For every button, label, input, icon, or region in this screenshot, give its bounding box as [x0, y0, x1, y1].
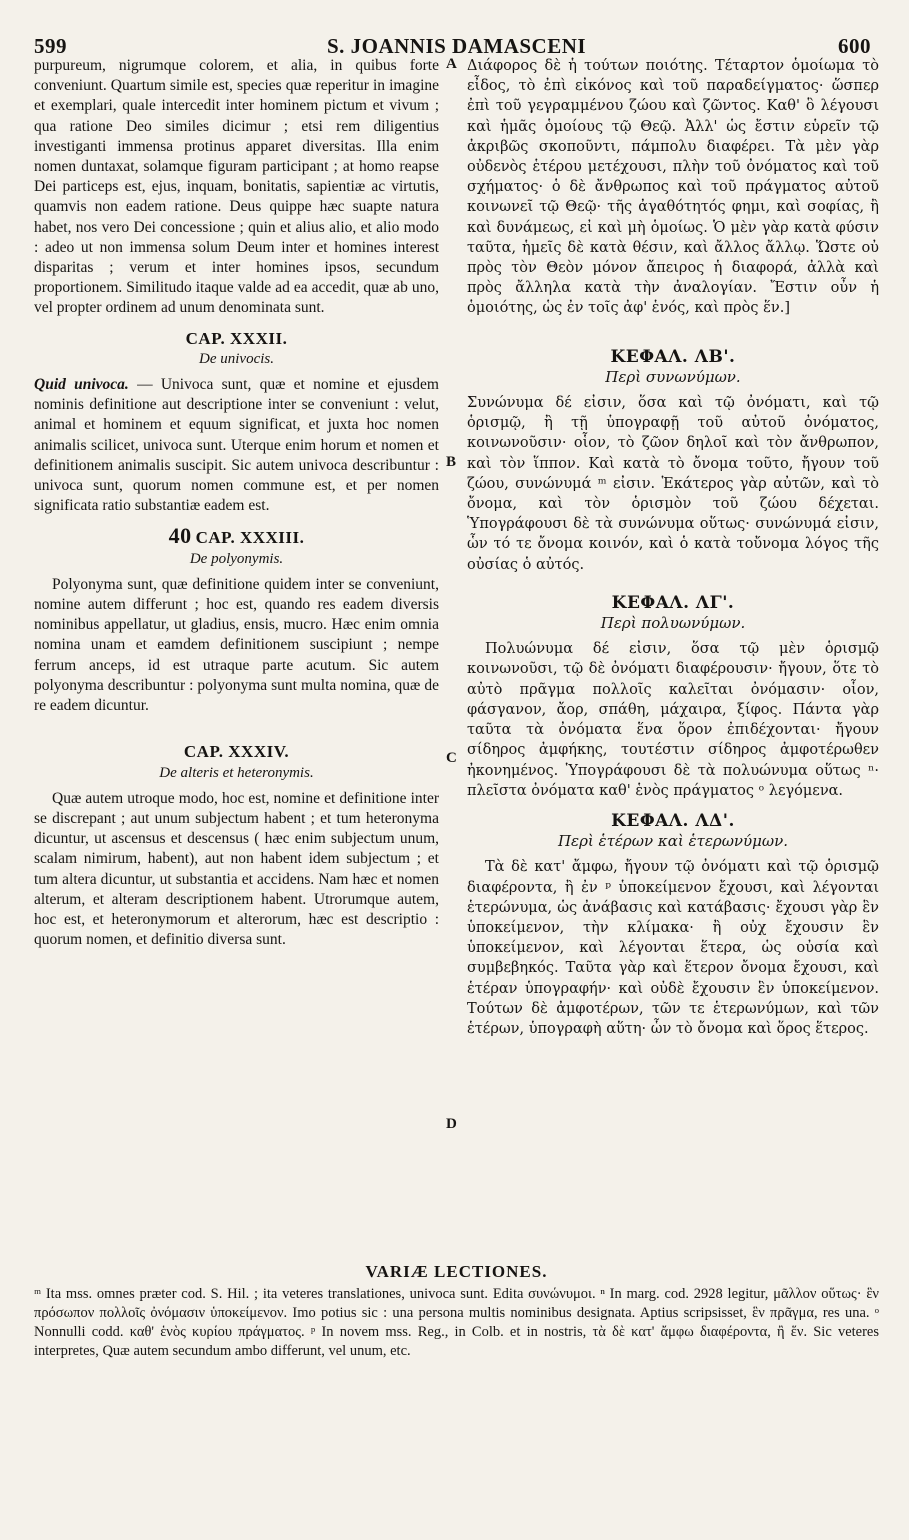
greek-chapter-33-subtitle: Περὶ πολυωνύμων. [600, 614, 746, 633]
latin-chapter-33-title: CAP. XXXIII. [195, 528, 305, 548]
latin-side-note: Quid univoca. [34, 376, 129, 394]
greek-chapter-32-subtitle: Περὶ συνωνύμων. [605, 367, 741, 386]
latin-chapter-34-title: CAP. XXXIV. [183, 742, 290, 762]
greek-chapter-33-title: ΚΕΦΑΛ. ΛΓ'. [611, 592, 735, 613]
greek-chapter-34-text: Τὰ δὲ κατ' ἄμφω, ἤγουν τῷ ὀνόματι καὶ τῷ ὁρισμῷ διαφέροντα, ἢ ἐν ᵖ ὑποκείμενον ἔχουσι, καὶ λέγονται ἑτερώνυμα, ὡς ἀνάβασις καὶ κατάβασις· ἔχουσι γὰρ ἓν ὑποκείμενον, τὴν κλίμακα· ἢ οὐχ ἔχουσιν ἓν ὑποκείμενον, καὶ λέγονται ἕτερα, ὡς οὐσία καὶ συμβεβηκός. Ταῦτα γὰρ καὶ ἕτερον ὄνομα ἔχουσι, καὶ ἑτέραν ὑπογραφήν· καὶ οὐδὲ ἔχουσιν ἓν ὑποκείμενον. Τούτων δὲ ἀμφοτέρων, τῶν τε ἑτερωνύμων, καὶ τῶν ἑτέρων, ὑπογραφὴ αὕτη· ὧν τὸ ὄνομα καὶ ὅρος ἕτερος. [467, 859, 879, 1037]
latin-column [34, 56, 439, 950]
running-title: S. JOANNIS DAMASCENI [326, 34, 587, 58]
page-number-left: 599 [34, 34, 67, 58]
variae-title: VARIÆ LECTIONES. [365, 1262, 548, 1281]
latin-chapter-32-subtitle: De univocis. [199, 350, 274, 367]
latin-chapter-33-subtitle: De polyonymis. [189, 550, 284, 567]
latin-chapter-34-text: Quæ autem utroque modo, hoc est, nomine et definitione inter se discrepant ; aut unum subjectum habent ; et tum heteronyma dicuntur, ut ascensus et descensus ( hæc enim subjectum unum, scalam nimirum, habent), aut non habent idem subjectum ; et tum altera dicuntur, ut substantia et accidens. Nam hæc et nomen alterum, et alteram descriptionem habent. Utrorumque autem, hoc est, et heteronymorum et alterorum, hæc est descriptio : quorum nomen, et definitio diversa sunt. [34, 789, 439, 949]
latin-chapter-32-body: — Univoca sunt, quæ et nomine et ejusdem nominis definitione aut descriptione inter se conveniunt : velut, animal et hominem et equum significat, et juxta hoc nomen animalis scilicet, univoca sunt. Uterque enim horum et nomen et definitionem animalis suscipit. Sic autem univoca describuntur : univoca sunt, quorum nomen commune est, et per nomen significata ratio substantiæ eadem est. [34, 376, 439, 515]
greek-chapter-34-subtitle: Περὶ ἑτέρων καὶ ἑτερωνύμων. [557, 832, 789, 851]
running-header [34, 28, 879, 56]
two-column-body [34, 56, 879, 1296]
latin-chapter-34-subtitle: De alteris et heteronymis. [159, 764, 314, 781]
greek-chapter-32-text: Συνώνυμα δέ εἰσιν, ὅσα καὶ τῷ ὀνόματι, καὶ τῷ ὁρισμῷ, ἢ τῇ ὑπογραφῇ τοῦ αὐτοῦ ὀνόματος, κοινωνοῦσιν· οἷον, τὸ ζῶον δηλοῖ καὶ τὸν ἄνθρωπον, καὶ τὸν ἵππον. Καὶ κατὰ τὸ ὄνομα τοῦτο, ἤγουν τοῦ ζώου, συνώνυμά ᵐ εἰσιν. Ἑκάτερος γὰρ αὐτῶν, καὶ τὸ ὄνομα, καὶ τὸν ὁρισμὸν τοῦ ζώου δέχεται. Ὑπογράφουσι δὲ τὰ συνώνυμα οὕτως· συνώνυμά εἰσιν, ὧν τό τε ὄνομα κοινόν, καὶ ὁ κατὰ τοὔνομα λόγος τῆς οὐσίας ὁ αὐτός. [467, 395, 879, 573]
section-marker-b: B [446, 454, 457, 470]
latin-chapter-32-title: CAP. XXXII. [185, 328, 288, 348]
latin-intro-paragraph: purpureum, nigrumque colorem, et alia, in quibus forte conveniunt. Quartum simile est, species quæ reperitur in imagine et exemplari, quale intercedit inter hominem pictum et vivum ; qua ratione Deo similes dicimur ; etsi rem diligentius investiganti immensa protinus apparet diversitas. Illa enim nomen duntaxat, solamque figuram participant ; at homo reapse Dei particeps est, ejus, inquam, bonitatis, sapientiæ ac virtutis, quamvis non eadem ratione. Deus quippe hæc suapte natura habet, nos vero Dei concessione ; quin et alius alio, et alio modo : adeo ut non immensa solum Deum inter et homines interest disparitas ; verum et inter homines ipsos, secundum proportionem. Similitudo itaque valde ad ea accedit, quæ ab uno, vel propter ordinem ad unum denominata sunt. [34, 57, 439, 317]
column-number: 40 [168, 523, 192, 549]
latin-chapter-33-heading [34, 523, 439, 549]
section-marker-a: A [446, 56, 457, 72]
section-marker-c: C [446, 750, 457, 766]
greek-chapter-32-title: ΚΕΦΑΛ. ΛΒ'. [610, 346, 736, 367]
greek-chapter-34-title: ΚΕΦΑΛ. ΛΔ'. [611, 810, 735, 831]
greek-intro-paragraph: Διάφορος δὲ ἡ τούτων ποιότης. Τέταρτον ὁμοίωμα τὸ εἶδος, τὸ ἐπὶ εἰκόνος καὶ τοῦ παραδείγματος· ὥσπερ ἐπὶ τοῦ γεγραμμένου ζώου καὶ ζῶντος. Καθ' ὃ λέγουσι καὶ ἡμᾶς ὁμοίους τῷ Θεῷ. Ἀλλ' ὡς ἔστιν εὑρεῖν τῷ ἀκριβῶς σκοποῦντι, πάμπολυ διαφέρει. Τὰ μὲν γὰρ οὐδενὸς ἑτέρου μετέχουσι, πλὴν τοῦ ὀνόματος καὶ τοῦ σχήματος· ὁ δὲ ἄνθρωπος καὶ τοῦ πράγματος αὐτοῦ κοινωνεῖ τῷ Θεῷ· τῆς ἀγαθότητός φημι, καὶ σοφίας, ἢ καὶ δυνάμεως, εἰ καὶ μὴ ὁμοίως. Ὁ μὲν γὰρ κατὰ φύσιν ταῦτα, ἡμεῖς δὲ κατὰ θέσιν, καὶ ἄλλος ἄλλῳ. Ὥστε οὐ πρὸς τὸν Θεὸν μόνον ἄπειρος ἡ διαφορά, ἀλλὰ καὶ πρὸς ἄλληλα κατὰ τὴν ἀναλογίαν. Ἔστιν οὖν ἡ ὁμοιότης, ὡς ἐν τοῖς ἀφ' ἑνός, καὶ πρὸς ἕν.] [467, 58, 879, 317]
variae-lectiones [34, 1262, 879, 1361]
page-number-right: 600 [838, 34, 871, 58]
latin-chapter-32-text [34, 375, 439, 516]
latin-chapter-33-text: Polyonyma sunt, quæ definitione quidem inter se conveniunt, nomine autem differunt ; hoc est, quando res eadem diversis nominibus appellatur, ut gladius, ensis, mucro. Hæc enim omnia nomina unam et eamdem definitionem suscipiunt ; nempe ferrum anceps, id est utraque parte acutum. Sic autem polyonyma describuntur : polyonyma sunt multa nomina, quæ de re eadem dicuntur. [34, 575, 439, 715]
section-marker-d: D [446, 1116, 457, 1132]
variae-text: ᵐ Ita mss. omnes præter cod. S. Hil. ; ita veteres translationes, univoca sunt. Edita συνώνυμοι. ⁿ In marg. cod. 2928 legitur, μᾶλλον οὕτως· ἓν πρόσωπον πολλοῖς ὀνόμασιν ὑποκείμενον. Imo potius sic : una persona multis nominibus designata. Aptius scripsisset, ἓν πρᾶγμα, res una. ᵒ Nonnulli codd. καθ' ἑνὸς κυρίου πράγματος. ᵖ In novem mss. Reg., in Colb. et in nostris, τὰ δὲ κατ' ἄμφω διαφέροντα, ἢ ἕν. Sic veteres interpretes, Quæ autem secundum ambo differunt, vel unum, etc. [34, 1286, 879, 1359]
greek-column [467, 56, 879, 1039]
greek-chapter-33-text: Πολυώνυμα δέ εἰσιν, ὅσα τῷ μὲν ὁρισμῷ κοινωνοῦσι, τῷ δὲ ὀνόματι διαφέρουσιν· ἤγουν, ὅτε τὸ αὐτὸ πρᾶγμα πολλοῖς καλεῖται ὀνόμασιν· οἷον, φάσγανον, ἄορ, σπάθη, μάχαιρα, ξίφος. Πάντα γὰρ ταῦτα τὰ ὀνόματα ἕνα ὅρον ἐπιδέχονται· ἤγουν σίδηρος ἀμφήκης, τουτέστιν σίδηρος ἀμφοτέρωθεν ἠκονημένος. Ὑπογράφουσι δὲ τὰ πολυώνυμα οὕτως ⁿ· πλεῖστα ὀνόματα καθ' ἑνὸς πράγματος ᵒ λεγόμενα. [467, 641, 879, 799]
